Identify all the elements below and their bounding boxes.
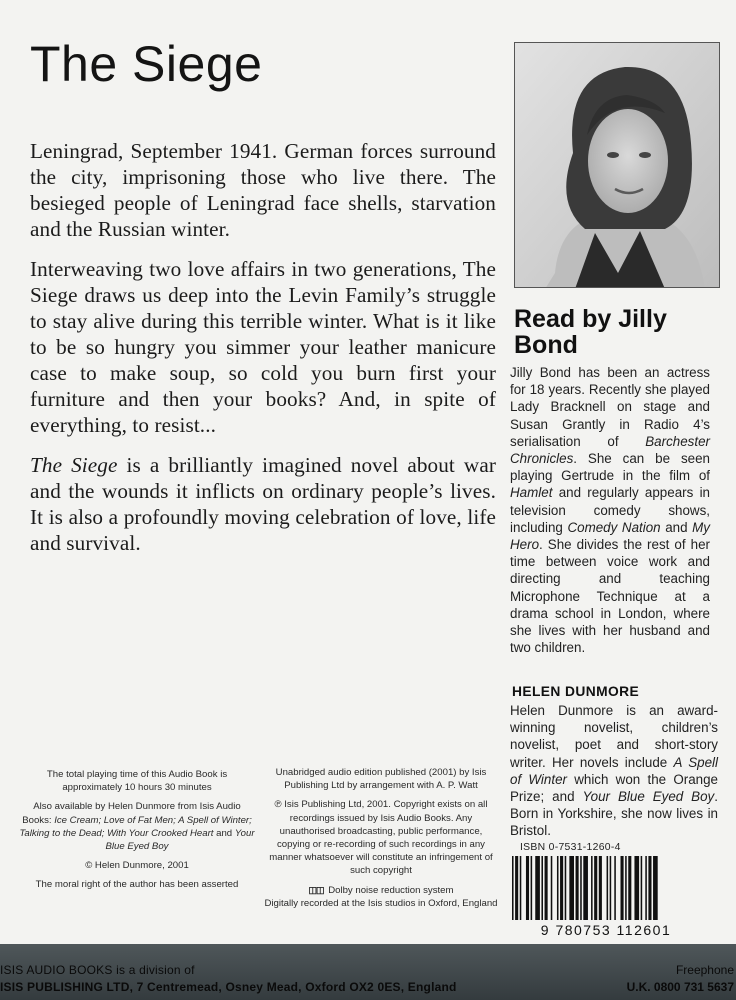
barcode <box>508 856 704 938</box>
dolby-note: ◫◫ Dolby noise reduction system <box>308 884 454 896</box>
book-title: The Siege <box>30 36 263 92</box>
barcode-bar <box>531 856 533 920</box>
barcode-bar <box>599 856 602 920</box>
recording-note: Digitally recorded at the Isis studios in Oxford, England <box>264 897 498 909</box>
barcode-bar <box>614 856 616 920</box>
author-bio: Helen Dunmore is an award-winning novelist, children’s novelist, poet and short-story writer. Her novels include A Spell of Winter which won the Orange Prize; and Your Blue Eyed Boy. Born in Yorkshire, she now lives in Bristol. <box>510 703 718 839</box>
barcode-bar <box>594 856 597 920</box>
barcode-bar <box>591 856 593 920</box>
barcode-bar <box>628 856 631 920</box>
barcode-bar <box>641 856 643 920</box>
blurb-paragraph: Interweaving two love affairs in two generations, The Siege draws us deep into the Levin Family’s struggle to stay alive during this terrible winter. What is it like to be so hungry you simmer your leather manicure case to make soup, so cold you burn first your furniture and then your books? And, in spite of everything, to resist... <box>30 257 496 437</box>
barcode-bar <box>535 856 540 920</box>
barcode-bar <box>551 856 553 920</box>
reader-bio: Jilly Bond has been an actress for 18 years. Recently she played Lady Bracknell on stage and Susan Grantly in Radio 4’s serialisation of Barchester Chronicles. She can be seen playing Gertrude in the film of Hamlet and regularly appears in television comedy shows, including Comedy Nation and My Hero. She divides the rest of her time between voice work and directing and teaching Microphone Technique at a drama school in London, where she lives with her husband and two children. <box>510 365 711 656</box>
author-copyright: © Helen Dunmore, 2001 <box>85 860 189 872</box>
publisher-address: ISIS PUBLISHING LTD, 7 Centremead, Osney Mead, Oxford OX2 0ES, England <box>0 980 457 994</box>
credits-left <box>18 768 256 898</box>
freephone-number: U.K. 0800 731 5637 <box>626 980 734 994</box>
playing-time: The total playing time of this Audio Book is approximately 10 hours 30 minutes <box>46 769 228 794</box>
reader-portrait-photo <box>514 42 720 288</box>
barcode-bar <box>625 856 627 920</box>
barcode-bar <box>557 856 559 920</box>
dolby-icon: ◫◫ <box>308 884 324 895</box>
barcode-bar <box>583 856 588 920</box>
barcode-bar <box>565 856 567 920</box>
barcode-bar <box>541 856 543 920</box>
barcode-bar <box>653 856 658 920</box>
barcode-bar <box>648 856 651 920</box>
barcode-bar <box>580 856 582 920</box>
also-available: Also available by Helen Dunmore from Isis Audio Books: Ice Cream; Love of Fat Men; A Spell of Winter; Talking to the Dead; With Your Crooked Heart and Your Blue Eyed Boy <box>19 801 255 853</box>
reader-heading: Read by Jilly Bond <box>514 305 667 359</box>
barcode-bar <box>610 856 612 920</box>
barcode-bar <box>512 856 514 920</box>
isbn: ISBN 0-7531-1260-4 <box>520 842 621 853</box>
barcode-bar <box>545 856 548 920</box>
blurb <box>30 138 496 570</box>
moral-right: The moral right of the author has been asserted <box>35 879 239 891</box>
blurb-paragraph <box>30 452 496 556</box>
barcode-bar <box>515 856 518 920</box>
portrait-image <box>515 43 720 288</box>
unabridged-note: Unabridged audio edition published (2001) by Isis Publishing Ltd by arrangement with A. P. Watt <box>275 767 487 792</box>
barcode-icon <box>508 856 704 938</box>
barcode-bar <box>569 856 574 920</box>
barcode-bar <box>645 856 647 920</box>
barcode-bar <box>607 856 609 920</box>
barcode-bar <box>560 856 563 920</box>
barcode-bar <box>634 856 639 920</box>
barcode-bar <box>520 856 522 920</box>
book-title-italic: The Siege <box>30 453 118 477</box>
phonogram-copyright: ℗ Isis Publishing Ltd, 2001. Copyright exists on all recordings issued by Isis Audio Books. Any unauthorised broadcasting, public performance, copying or re-recording of such recordings in any manner whatsoever will constitute an infringement of such copyright <box>269 799 493 877</box>
blurb-paragraph: Leningrad, September 1941. German forces surround the city, imprisoning those who live there. The besieged people of Leningrad face shells, starvation and the Russian winter. <box>30 139 496 241</box>
barcode-bar <box>621 856 624 920</box>
blurb-text: is a brilliantly imagined novel about war and the wounds it inflicts on ordinary people’s lives. It is also a profoundly moving celebration of love, life and survival. <box>30 453 496 555</box>
publisher-line: ISIS AUDIO BOOKS is a division of <box>0 963 195 977</box>
freephone-label: Freephone <box>675 963 734 977</box>
author-heading: HELEN DUNMORE <box>512 684 640 699</box>
credits-right <box>262 766 500 916</box>
barcode-bar <box>526 856 529 920</box>
barcode-bar <box>576 856 579 920</box>
barcode-digits: 9 780753 112601 <box>540 922 672 938</box>
